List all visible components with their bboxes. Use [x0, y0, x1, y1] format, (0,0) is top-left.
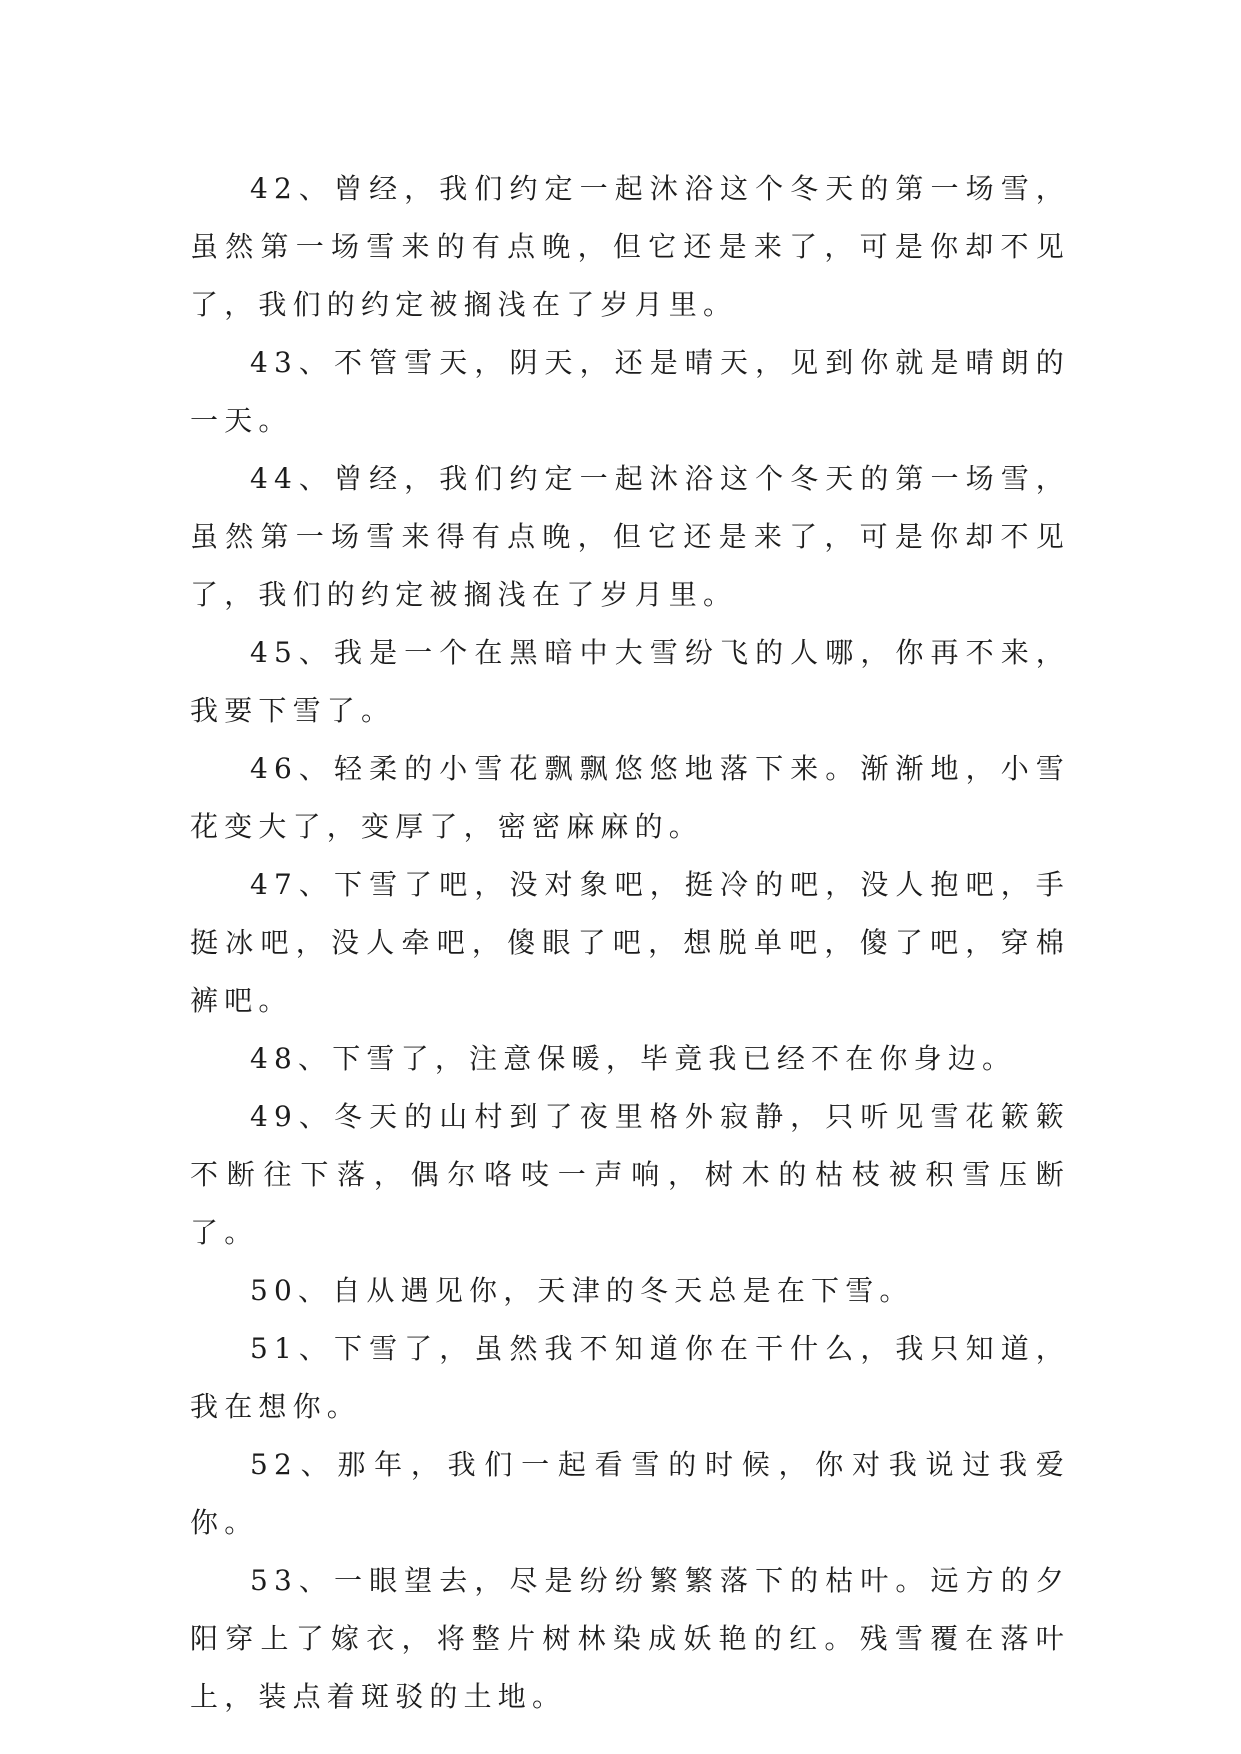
paragraph-47: 47、下雪了吧，没对象吧，挺冷的吧，没人抱吧，手挺冰吧，没人牵吧，傻眼了吧，想脱单吧，傻了吧，穿棉裤吧。	[190, 868, 1070, 1017]
paragraph-49: 49、冬天的山村到了夜里格外寂静，只听见雪花簌簌不断往下落，偶尔咯吱一声响，树木的枯枝被积雪压断了。	[190, 1100, 1070, 1249]
paragraph-45: 45、我是一个在黑暗中大雪纷飞的人哪，你再不来，我要下雪了。	[190, 636, 1070, 727]
paragraph-50: 50、自从遇见你，天津的冬天总是在下雪。	[250, 1274, 914, 1307]
paragraph-53: 53、一眼望去，尽是纷纷繁繁落下的枯叶。远方的夕阳穿上了嫁衣，将整片树林染成妖艳的红。残雪覆在落叶上，装点着斑驳的土地。	[190, 1564, 1070, 1713]
paragraph-44: 44、曾经，我们约定一起沐浴这个冬天的第一场雪，虽然第一场雪来得有点晚，但它还是来了，可是你却不见了，我们的约定被搁浅在了岁月里。	[190, 462, 1070, 611]
paragraph-42: 42、曾经，我们约定一起沐浴这个冬天的第一场雪，虽然第一场雪来的有点晚，但它还是来了，可是你却不见了，我们的约定被搁浅在了岁月里。	[190, 172, 1070, 321]
paragraph-46: 46、轻柔的小雪花飘飘悠悠地落下来。渐渐地，小雪花变大了，变厚了，密密麻麻的。	[190, 752, 1070, 843]
document-body	[190, 160, 1070, 1726]
paragraph-48: 48、下雪了，注意保暖，毕竟我已经不在你身边。	[250, 1042, 1017, 1075]
paragraph-43: 43、不管雪天，阴天，还是晴天，见到你就是晴朗的一天。	[190, 346, 1070, 437]
paragraph-52: 52、那年，我们一起看雪的时候，你对我说过我爱你。	[190, 1448, 1070, 1539]
paragraph-51: 51、下雪了，虽然我不知道你在干什么，我只知道，我在想你。	[190, 1332, 1070, 1423]
